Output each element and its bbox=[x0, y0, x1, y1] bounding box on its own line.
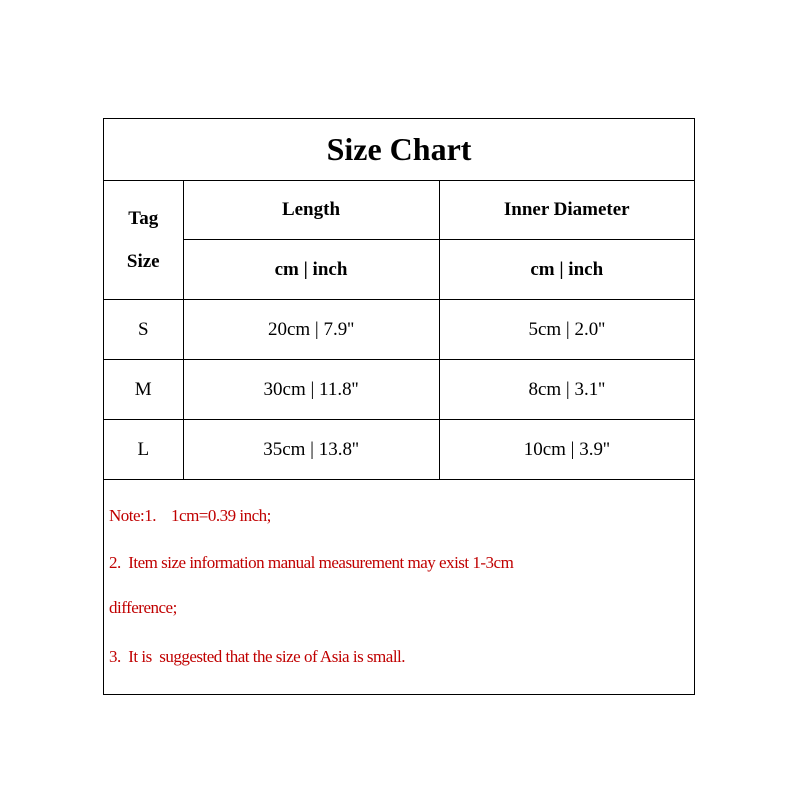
table-row bbox=[104, 300, 694, 360]
diameter-cell: 10cm | 3.9'' bbox=[439, 420, 694, 480]
tag-size-header bbox=[104, 180, 183, 300]
diameter-cell: 8cm | 3.1'' bbox=[439, 360, 694, 420]
size-cell: M bbox=[104, 360, 183, 420]
table-row bbox=[104, 360, 694, 420]
table-row bbox=[104, 420, 694, 480]
title-row bbox=[104, 119, 694, 181]
diameter-cell: 5cm | 2.0'' bbox=[439, 300, 694, 360]
units-row bbox=[104, 240, 694, 300]
note-line-2: 2. Item size information manual measurement may exist 1-3cm bbox=[109, 553, 514, 572]
size-chart bbox=[103, 118, 695, 695]
tag-size-label-line1: Tag bbox=[128, 207, 159, 229]
size-table bbox=[104, 180, 694, 480]
length-cell: 30cm | 11.8'' bbox=[183, 360, 439, 420]
tag-size-label-line2: Size bbox=[126, 250, 160, 272]
inner-diameter-header: Inner Diameter bbox=[439, 180, 694, 240]
size-cell: L bbox=[104, 420, 183, 480]
length-cell: 35cm | 13.8'' bbox=[183, 420, 439, 480]
length-header: Length bbox=[183, 180, 439, 240]
length-units: cm | inch bbox=[183, 240, 439, 300]
size-cell: S bbox=[104, 300, 183, 360]
diameter-units: cm | inch bbox=[439, 240, 694, 300]
note-line-3: difference; bbox=[109, 598, 177, 617]
note-line-1: Note:1. 1cm=0.39 inch; bbox=[109, 506, 271, 525]
length-cell: 20cm | 7.9'' bbox=[183, 300, 439, 360]
header-row bbox=[104, 180, 694, 240]
chart-title: Size Chart bbox=[326, 131, 472, 167]
note-line-4: 3. It is suggested that the size of Asia is small. bbox=[109, 647, 406, 666]
